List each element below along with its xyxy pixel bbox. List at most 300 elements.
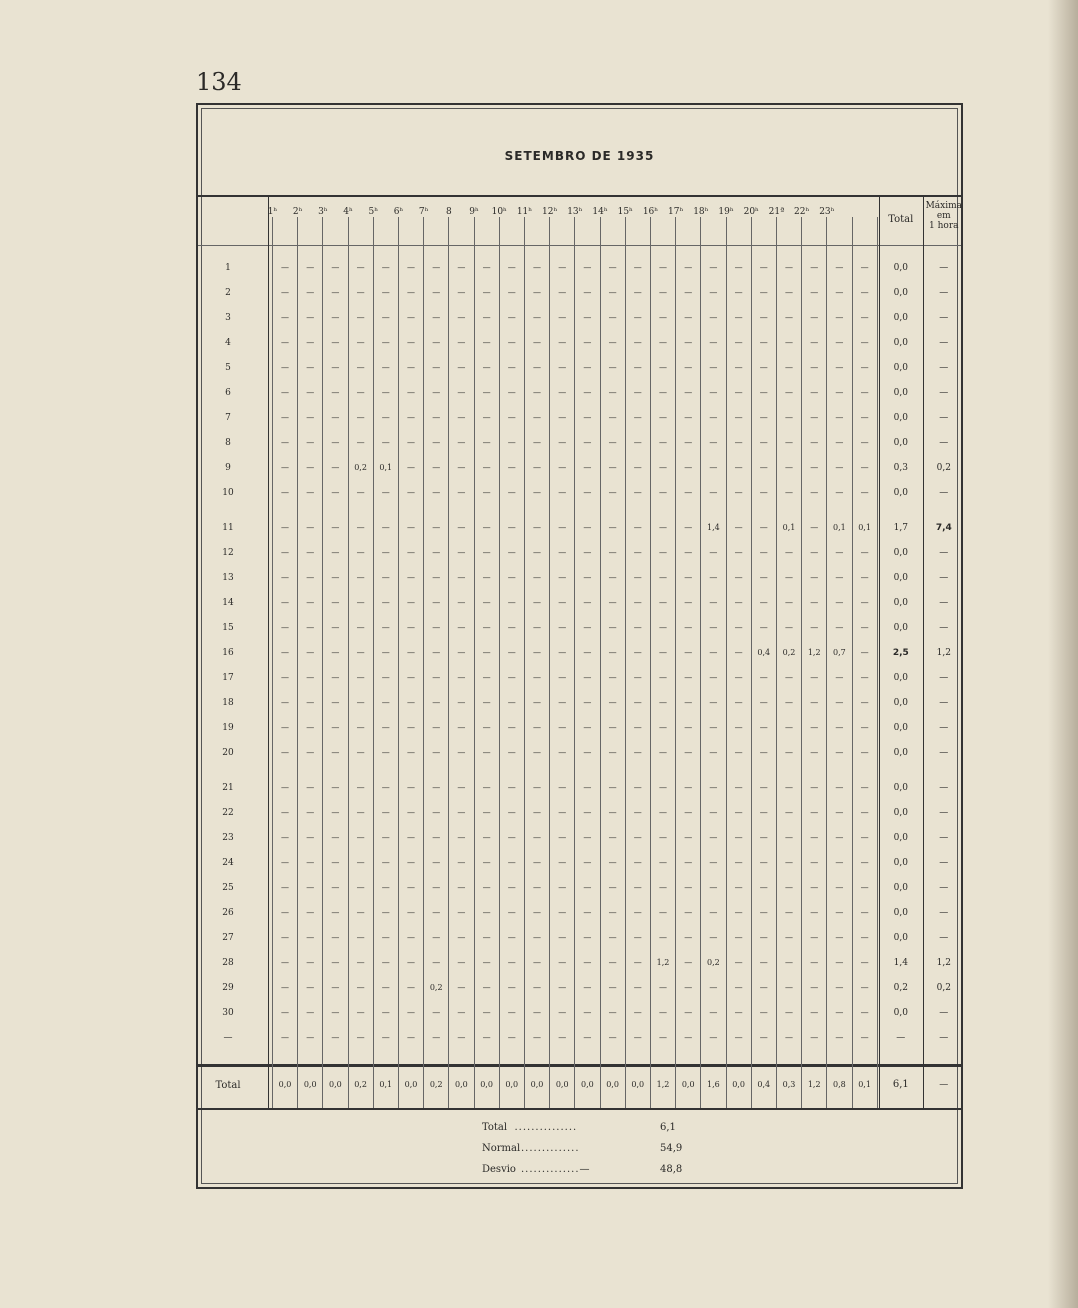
hour-cell: — — [684, 908, 693, 917]
day-total: 0,2 — [893, 983, 908, 993]
hour-cell: — — [533, 908, 541, 917]
hour-header: 13ʰ — [567, 207, 583, 217]
hour-cell: — — [810, 598, 819, 607]
hour-cell: — — [633, 548, 642, 557]
hour-cell: — — [810, 463, 819, 472]
hour-cell: — — [381, 648, 390, 657]
hour-cell: — — [331, 908, 340, 917]
hour-cell: — — [835, 858, 844, 867]
hour-cell: — — [709, 698, 718, 707]
totals-label: Total — [215, 1080, 241, 1091]
hour-cell: — — [608, 808, 617, 817]
hour-cell: 0,1 — [782, 523, 796, 532]
grand-max: — — [939, 1080, 949, 1090]
hour-cell: — — [482, 1033, 491, 1042]
hour-cell: — — [407, 488, 415, 497]
hour-cell: — — [860, 338, 869, 347]
hour-cell: — — [659, 463, 667, 472]
hour-cell: — — [558, 463, 567, 472]
hour-cell: 0,4 — [757, 648, 771, 657]
hour-cell: — — [533, 808, 541, 817]
hour-cell: — — [533, 933, 541, 942]
hour-cell: — — [381, 783, 390, 792]
hour-cell: — — [356, 833, 365, 842]
hour-cell: — — [608, 523, 617, 532]
hour-cell: — — [835, 908, 844, 917]
day-total: 0,0 — [893, 783, 908, 793]
table-title: SETEMBRO DE 1935 — [504, 149, 655, 163]
day-label: 14 — [222, 598, 234, 608]
hour-cell: — — [407, 783, 415, 792]
hour-cell: — — [432, 413, 441, 422]
hour-cell: — — [860, 748, 869, 757]
hour-cell: — — [356, 908, 365, 917]
hour-cell: — — [306, 833, 315, 842]
hour-cell: — — [281, 783, 289, 792]
hour-cell: — — [482, 958, 491, 967]
page-shadow — [1048, 0, 1078, 1308]
hour-cell: — — [432, 783, 441, 792]
hour-cell: — — [457, 723, 466, 732]
hour-cell: — — [482, 933, 491, 942]
hour-column-divider — [801, 217, 802, 1108]
hour-cell: — — [306, 783, 315, 792]
hour-cell: — — [281, 933, 289, 942]
hour-cell: — — [457, 598, 466, 607]
hour-cell: — — [507, 263, 516, 272]
hour-cell: — — [684, 313, 693, 322]
hour-cell: — — [507, 523, 516, 532]
hour-cell: — — [734, 833, 743, 842]
hour-cell: — — [281, 858, 289, 867]
day-max: 0,2 — [936, 463, 951, 473]
hour-cell: — — [457, 1008, 466, 1017]
hour-cell: — — [356, 983, 365, 992]
hour-cell: 0,2 — [429, 983, 443, 992]
hour-cell: — — [432, 598, 441, 607]
hour-cell: — — [457, 673, 466, 682]
hour-cell: — — [659, 858, 667, 867]
hour-cell: — — [331, 673, 340, 682]
hour-cell: — — [482, 698, 491, 707]
hour-cell: — — [759, 723, 768, 732]
hour-cell: — — [331, 748, 340, 757]
hour-cell: — — [558, 833, 567, 842]
hour-cell: — — [734, 523, 743, 532]
hour-cell: — — [608, 598, 617, 607]
hour-cell: — — [684, 698, 693, 707]
hour-cell: — — [608, 933, 617, 942]
hour-header: 3ʰ — [318, 207, 328, 217]
hour-cell: — — [432, 958, 441, 967]
hour-cell: — — [381, 338, 390, 347]
hour-cell: — — [306, 648, 315, 657]
hour-cell: — — [432, 623, 441, 632]
hour-cell: — — [533, 313, 541, 322]
hour-cell: — — [835, 598, 844, 607]
hour-cell: — — [558, 698, 567, 707]
total-header: Total — [888, 214, 914, 225]
hour-cell: — — [759, 548, 768, 557]
hour-column-divider — [474, 217, 475, 1108]
hour-cell: — — [457, 883, 466, 892]
hour-cell: — — [482, 883, 491, 892]
hour-cell: — — [381, 958, 390, 967]
hour-cell: — — [432, 723, 441, 732]
day-label: 17 — [222, 673, 234, 683]
hour-cell: — — [533, 363, 541, 372]
hour-header: 11ʰ — [516, 207, 533, 217]
hour-cell: — — [583, 858, 592, 867]
summary-label: Normal — [482, 1143, 521, 1154]
hour-cell: — — [785, 698, 793, 707]
hour-total: 0,0 — [505, 1080, 519, 1089]
hour-header: 10ʰ — [491, 207, 507, 217]
hour-cell: — — [709, 438, 718, 447]
hour-cell: — — [558, 958, 567, 967]
hour-cell: — — [734, 623, 743, 632]
hour-cell: — — [507, 313, 516, 322]
day-max: — — [939, 288, 949, 298]
hour-cell: — — [507, 983, 516, 992]
hour-cell: — — [381, 438, 390, 447]
hour-cell: — — [407, 363, 415, 372]
hour-cell: — — [306, 523, 315, 532]
hour-cell: — — [381, 983, 390, 992]
hour-cell: — — [407, 438, 415, 447]
hour-header: 23ʰ — [819, 207, 835, 217]
hour-cell: — — [482, 413, 491, 422]
hour-cell: — — [583, 1008, 592, 1017]
hour-cell: — — [709, 908, 718, 917]
hour-cell: — — [507, 698, 516, 707]
hour-cell: — — [482, 808, 491, 817]
day-total: 0,0 — [893, 363, 908, 373]
hour-cell: — — [684, 858, 693, 867]
total-column-left-divider — [879, 197, 880, 1108]
hour-cell: — — [734, 673, 743, 682]
hour-cell: — — [785, 623, 793, 632]
hour-cell: — — [558, 883, 567, 892]
hour-cell: — — [482, 648, 491, 657]
hour-cell: — — [684, 883, 693, 892]
hour-column-divider — [348, 217, 349, 1108]
hour-cell: — — [558, 598, 567, 607]
hour-cell: — — [381, 1008, 390, 1017]
hour-total: 0,0 — [530, 1080, 544, 1089]
hour-cell: — — [633, 338, 642, 347]
day-label: 21 — [222, 783, 234, 793]
hour-cell: — — [281, 338, 289, 347]
hour-cell: — — [734, 573, 743, 582]
hour-cell: — — [810, 313, 819, 322]
hour-total: 0,0 — [404, 1080, 418, 1089]
hour-cell: — — [558, 983, 567, 992]
hour-header: 14ʰ — [592, 207, 608, 217]
hour-cell: — — [331, 413, 340, 422]
hour-cell: — — [331, 523, 340, 532]
hour-cell: — — [608, 908, 617, 917]
hour-cell: — — [306, 748, 315, 757]
hour-cell: — — [507, 958, 516, 967]
hour-cell: — — [281, 488, 289, 497]
hour-cell: — — [734, 263, 743, 272]
day-max: — — [939, 623, 949, 633]
hour-cell: — — [608, 783, 617, 792]
hour-column-divider — [751, 217, 752, 1108]
hour-cell: — — [507, 623, 516, 632]
hour-cell: — — [785, 723, 793, 732]
day-total: 0,0 — [893, 413, 908, 423]
hour-cell: — — [860, 623, 869, 632]
hour-cell: — — [759, 673, 768, 682]
day-max: — — [939, 1033, 949, 1043]
hour-cell: — — [835, 808, 844, 817]
hour-cell: — — [407, 1033, 415, 1042]
hour-column-divider — [650, 217, 651, 1108]
hour-cell: — — [507, 783, 516, 792]
summary-value: 6,1 — [660, 1122, 676, 1133]
hour-cell: — — [356, 883, 365, 892]
hour-cell: — — [432, 573, 441, 582]
hour-cell: — — [759, 338, 768, 347]
hour-cell: — — [684, 438, 693, 447]
hour-cell: — — [457, 648, 466, 657]
hour-cell: — — [759, 523, 768, 532]
summary-value: 48,8 — [660, 1164, 683, 1175]
hour-cell: — — [558, 288, 567, 297]
hour-cell: — — [507, 548, 516, 557]
hour-cell: — — [659, 338, 667, 347]
grand-total: 6,1 — [892, 1079, 909, 1090]
hour-cell: — — [810, 573, 819, 582]
hour-cell: — — [659, 833, 667, 842]
summary-dots: ..............— — [521, 1164, 591, 1175]
hour-cell: — — [684, 623, 693, 632]
hour-cell: — — [785, 748, 793, 757]
hour-column-divider — [675, 217, 676, 1108]
hour-total: 0,3 — [782, 1080, 796, 1089]
day-total: 0,0 — [893, 748, 908, 758]
summary-dots: ............... — [514, 1122, 578, 1133]
hour-cell: — — [835, 548, 844, 557]
hour-cell: — — [381, 748, 390, 757]
hour-cell: — — [432, 438, 441, 447]
hour-cell: — — [558, 783, 567, 792]
hour-cell: — — [281, 723, 289, 732]
hour-cell: — — [381, 698, 390, 707]
hour-cell: — — [583, 623, 592, 632]
hour-cell: — — [734, 363, 743, 372]
hour-cell: — — [482, 1008, 491, 1017]
hour-cell: — — [281, 313, 289, 322]
hour-cell: — — [734, 463, 743, 472]
hour-cell: — — [759, 808, 768, 817]
hour-cell: — — [734, 698, 743, 707]
day-max: — — [939, 413, 949, 423]
hour-cell: — — [331, 1008, 340, 1017]
hour-column-divider — [877, 217, 878, 1108]
day-max: 0,2 — [936, 983, 951, 993]
hour-cell: — — [860, 723, 869, 732]
hour-cell: — — [835, 363, 844, 372]
hour-cell: — — [734, 598, 743, 607]
hour-cell: — — [709, 883, 718, 892]
day-total: 0,0 — [893, 313, 908, 323]
day-max: — — [939, 438, 949, 448]
hour-cell: — — [860, 413, 869, 422]
hour-cell: — — [356, 388, 365, 397]
hour-cell: — — [659, 1033, 667, 1042]
hour-cell: — — [810, 288, 819, 297]
hour-cell: — — [457, 338, 466, 347]
hour-cell: — — [381, 598, 390, 607]
hour-cell: — — [281, 1008, 289, 1017]
hour-cell: — — [608, 438, 617, 447]
hour-cell: — — [659, 673, 667, 682]
hour-cell: — — [432, 933, 441, 942]
hour-cell: — — [633, 488, 642, 497]
hour-cell: — — [281, 288, 289, 297]
hour-cell: — — [281, 573, 289, 582]
hour-cell: — — [684, 648, 693, 657]
hour-cell: — — [407, 523, 415, 532]
hour-cell: — — [583, 748, 592, 757]
hour-cell: — — [457, 933, 466, 942]
hour-cell: — — [734, 858, 743, 867]
hour-cell: — — [835, 338, 844, 347]
hour-cell: — — [734, 723, 743, 732]
hour-cell: — — [633, 263, 642, 272]
hour-cell: — — [583, 463, 592, 472]
hour-cell: — — [306, 908, 315, 917]
hour-cell: — — [281, 833, 289, 842]
hour-cell: — — [507, 338, 516, 347]
hour-header: 19ʰ — [718, 207, 734, 217]
hour-cell: — — [608, 1008, 617, 1017]
hour-cell: — — [407, 723, 415, 732]
hour-column-divider — [373, 217, 374, 1108]
hour-cell: — — [659, 808, 667, 817]
hour-cell: — — [583, 598, 592, 607]
hour-cell: — — [507, 883, 516, 892]
hour-cell: — — [407, 388, 415, 397]
hour-cell: — — [608, 833, 617, 842]
hour-cell: — — [457, 363, 466, 372]
hour-cell: — — [709, 263, 718, 272]
hour-cell: — — [785, 883, 793, 892]
day-total: 2,5 — [892, 648, 909, 658]
hour-cell: — — [457, 783, 466, 792]
hour-cell: — — [432, 698, 441, 707]
hour-cell: — — [482, 908, 491, 917]
hour-cell: — — [835, 958, 844, 967]
hour-cell: — — [306, 958, 315, 967]
hour-cell: — — [482, 338, 491, 347]
hour-cell: 1,2 — [656, 958, 670, 967]
hour-cell: — — [633, 1008, 642, 1017]
day-max: — — [939, 883, 949, 893]
hour-cell: — — [709, 833, 718, 842]
hour-cell: — — [659, 363, 667, 372]
hour-cell: — — [633, 883, 642, 892]
hour-cell: — — [306, 313, 315, 322]
hour-cell: — — [583, 983, 592, 992]
hour-cell: — — [633, 1033, 642, 1042]
day-total: 0,0 — [893, 808, 908, 818]
hour-cell: — — [432, 833, 441, 842]
hour-cell: — — [281, 958, 289, 967]
day-total: 0,0 — [893, 908, 908, 918]
hour-cell: — — [381, 933, 390, 942]
hour-cell: — — [507, 573, 516, 582]
hour-total: 0,0 — [681, 1080, 695, 1089]
hour-cell: — — [381, 858, 390, 867]
hour-cell: — — [558, 263, 567, 272]
hour-cell: — — [281, 883, 289, 892]
header-top-rule — [198, 195, 961, 197]
hour-cell: — — [785, 933, 793, 942]
totals-top-rule — [198, 1064, 961, 1067]
hour-cell: — — [281, 673, 289, 682]
hour-total: 0,2 — [354, 1080, 367, 1089]
hour-cell: — — [835, 783, 844, 792]
hour-cell: 0,1 — [379, 463, 393, 472]
hour-cell: — — [759, 463, 768, 472]
hour-cell: — — [407, 958, 415, 967]
hour-cell: — — [608, 463, 617, 472]
hour-cell: — — [533, 783, 541, 792]
hour-column-divider — [826, 217, 827, 1108]
hour-header: 1ʰ — [267, 207, 278, 217]
day-label: 4 — [225, 338, 231, 348]
hour-cell: — — [810, 958, 819, 967]
day-label: 6 — [225, 388, 231, 398]
hour-cell: — — [860, 933, 869, 942]
hour-cell: — — [835, 673, 844, 682]
day-total: 0,0 — [893, 673, 908, 683]
hour-cell: — — [331, 933, 340, 942]
hour-cell: — — [533, 698, 541, 707]
hour-cell: — — [835, 723, 844, 732]
hour-cell: — — [709, 338, 718, 347]
hour-total: 1,2 — [807, 1080, 821, 1089]
hour-cell: 1,4 — [707, 523, 720, 532]
hour-header: 4ʰ — [343, 207, 353, 217]
hour-cell: — — [860, 1008, 869, 1017]
hour-cell: — — [659, 388, 667, 397]
hour-column-divider — [574, 217, 575, 1108]
hour-cell: — — [281, 808, 289, 817]
hour-cell: — — [482, 748, 491, 757]
hour-cell: — — [608, 548, 617, 557]
hour-column-divider — [322, 217, 323, 1108]
hour-cell: — — [608, 263, 617, 272]
hour-cell: — — [835, 438, 844, 447]
hour-cell: — — [507, 363, 516, 372]
hour-cell: — — [281, 983, 289, 992]
hour-column-divider — [272, 217, 273, 1108]
hour-cell: — — [860, 783, 869, 792]
hour-cell: — — [356, 1008, 365, 1017]
hour-cell: — — [709, 748, 718, 757]
hour-cell: — — [281, 698, 289, 707]
hour-cell: — — [356, 573, 365, 582]
hour-cell: — — [734, 648, 743, 657]
hour-cell: — — [306, 723, 315, 732]
hour-cell: 0,2 — [354, 463, 367, 472]
hour-column-divider — [726, 217, 727, 1108]
